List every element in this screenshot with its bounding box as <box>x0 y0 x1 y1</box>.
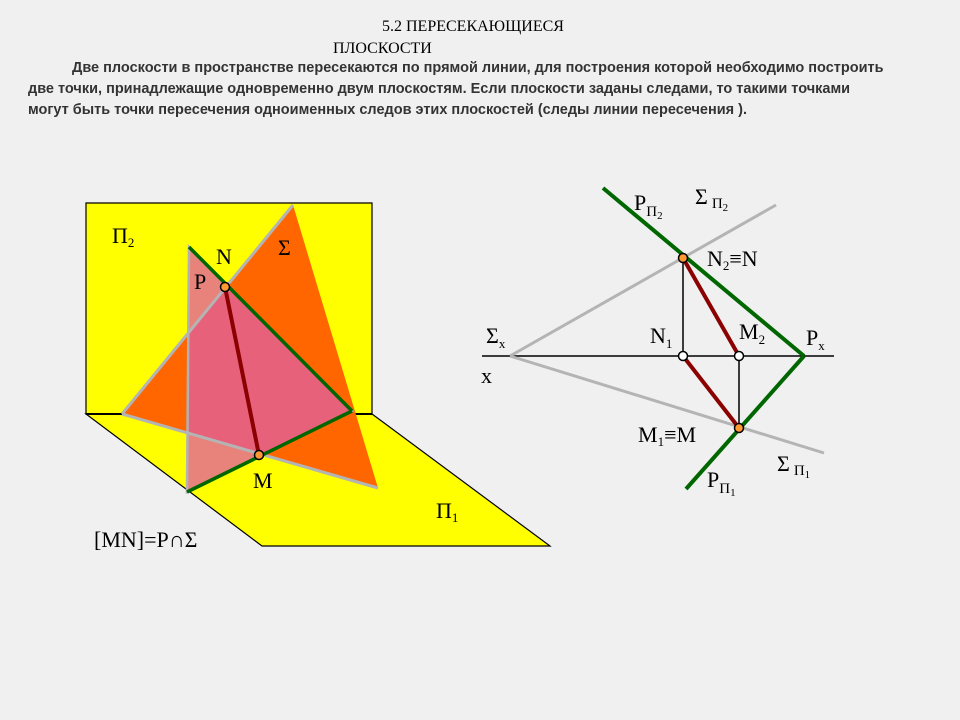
epure-diagram <box>481 184 834 499</box>
label-n: N <box>216 244 232 269</box>
label-p: P <box>194 269 207 294</box>
point-m1 <box>735 424 744 433</box>
label-m1-m: M1≡M <box>638 422 697 449</box>
intro-paragraph: Две плоскости в пространстве пересекаются по прямой линии, для построения которой необходимо построить две точки, принадлежащие одновременно двум плоскостям. Если плоскости заданы следами, то такими точками могут быть точки пересечения одноименных следов этих плоскостей (следы линии пересечения ). <box>28 60 884 118</box>
intersection-frontal-projection <box>683 258 739 356</box>
label-x-axis: x <box>481 363 492 388</box>
label-sigma-pi2: Σ П2 <box>695 184 729 214</box>
point-n <box>221 283 230 292</box>
point-m <box>255 451 264 460</box>
point-n1 <box>679 352 688 361</box>
sigma-pi2-trace <box>510 205 776 356</box>
label-p-x: $P_x$ <box>806 325 825 353</box>
point-m2 <box>735 352 744 361</box>
title-line-1: 5.2 ПЕРЕСЕКАЮЩИЕСЯ <box>382 18 564 35</box>
label-sigma-x: $\Sigma_x$ <box>486 323 506 351</box>
label-n2-n: N2≡N <box>707 246 758 273</box>
label-m: M <box>253 468 273 493</box>
label-p-pi2: $P_П2$ <box>634 190 663 222</box>
label-sigma-pi1: Σ П1 <box>777 451 811 481</box>
label-n1: $N_1$ <box>650 323 673 351</box>
intersection-formula: [MN]=P∩Σ <box>94 527 198 552</box>
label-pi2: П2 <box>112 223 135 250</box>
label-pi1: П1 <box>436 498 459 525</box>
point-n2 <box>679 254 688 263</box>
label-m2: $M_2$ <box>739 319 766 347</box>
title-line-2: ПЛОСКОСТИ <box>333 40 432 57</box>
label-sigma: Σ <box>278 235 291 260</box>
label-p-pi1: $P_П1$ <box>707 467 736 499</box>
